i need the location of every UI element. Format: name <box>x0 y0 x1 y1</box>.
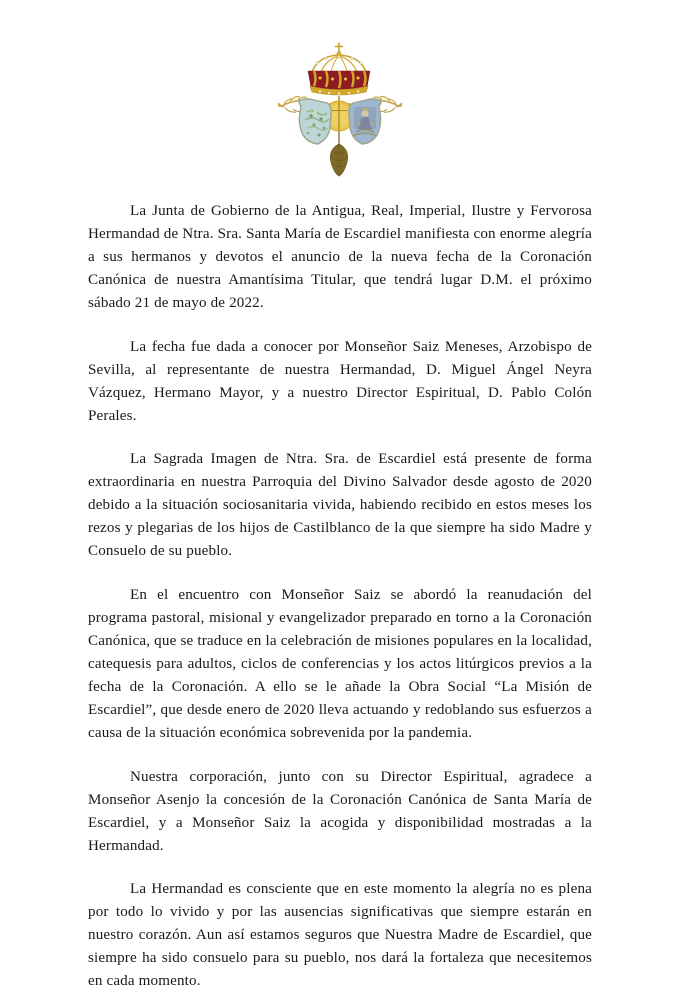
shield-right-icon <box>348 99 380 144</box>
paragraph-2: La fecha fue dada a conocer por Monseñor Saiz Meneses, Arzobispo de Sevilla, al representante de nuestra Hermandad, D. Miguel Ángel Neyra Vázquez, Hermano Mayor, y a nuestro Director Espiritual, D. Pablo Colón Perales. <box>88 338 592 424</box>
paragraph-4: En el encuentro con Monseñor Saiz se abordó la reanudación del programa pastoral, misional y evangelizador preparado en torno a la Coronación Canónica, que se traduce en la celebración de misiones populares en la localidad, catequesis para adultos, ciclos de conferencias y los actos litúrgicos previos a la fecha de la Coronación. A ello se le añade la Obra Social “La Misión de Escardiel”, que desde enero de 2020 lleva actuando y redoblando sus esfuerzos a causa de la situación económica sobrevenida por la pandemia. <box>88 587 592 741</box>
crest-container <box>0 0 679 150</box>
paragraph-5: Nuestra corporación, junto con su Director Espiritual, agradece a Monseñor Asenjo la concesión de la Coronación Canónica de Santa María de Escardiel, y a Monseñor Saiz la acogida y disponibilidad mostradas a la Hermandad. <box>88 768 592 854</box>
paragraph-6: La Hermandad es consciente que en este momento la alegría no es plena por todo lo vivido y por las ausencias significativas que siempre estarán en nuestro corazón. Aun así estamos seguros que Nuestra Madre de Escardiel, que siempre ha sido consuelo para su pueblo, nos dará la fortaleza que necesitemos en cada momento. <box>88 881 592 990</box>
paragraph-3: La Sagrada Imagen de Ntra. Sra. de Escardiel está presente de forma extraordinaria en nuestra Parroquia del Divino Salvador desde agosto de 2020 debido a la situación sociosanitaria vivida, habiendo recibido en estos meses los rezos y plegarias de los hijos de Castilblanco de la que siempre ha sido Madre y Consuelo de su pueblo. <box>88 451 592 560</box>
coat-of-arms-icon <box>274 40 406 180</box>
document-body <box>88 200 592 993</box>
shield-left-icon <box>299 99 331 144</box>
pendant-pinecone-icon <box>330 132 347 176</box>
paragraph-1: La Junta de Gobierno de la Antigua, Real, Imperial, Ilustre y Fervorosa Hermandad de Ntra. Sra. Santa María de Escardiel manifiesta con enorme alegría a sus hermanos y devotos el anuncio de la nueva fecha de la Coronación Canónica de nuestra Amantísima Titular, que tendrá lugar D.M. el próximo sábado 21 de mayo de 2022. <box>88 203 592 311</box>
crown-icon <box>308 43 370 95</box>
